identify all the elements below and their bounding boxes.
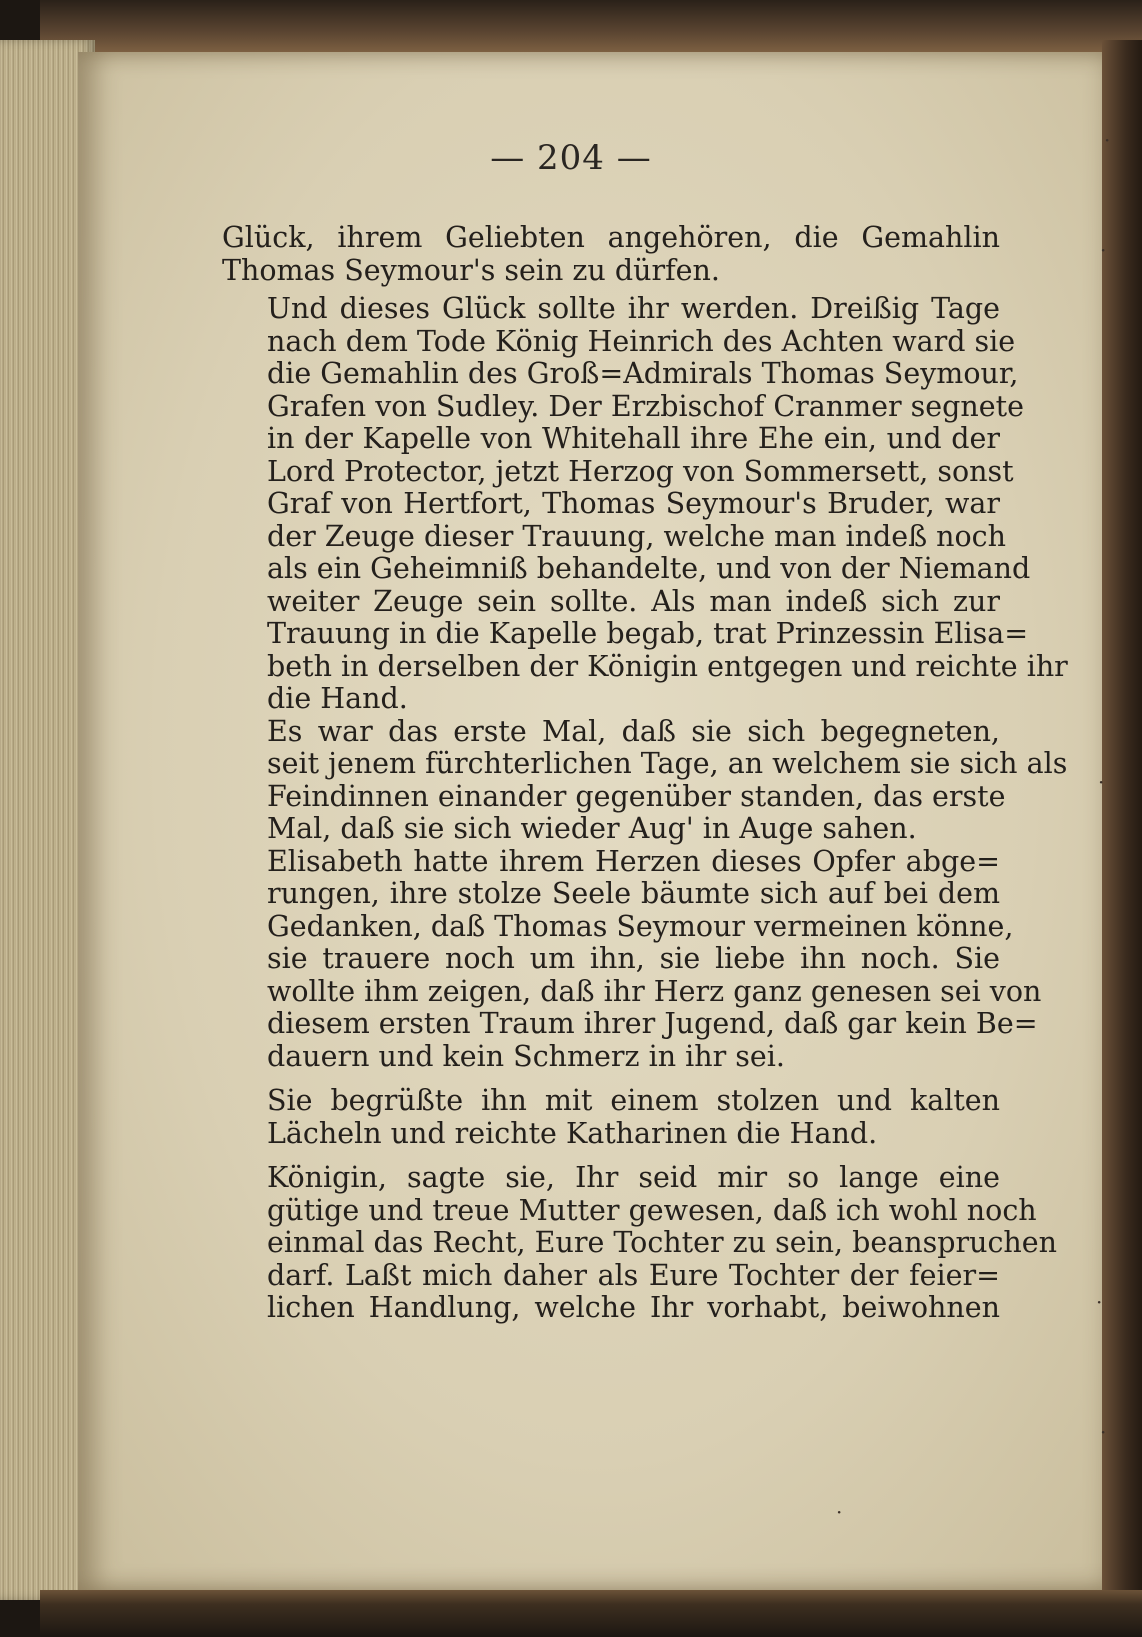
body-text [222, 221, 1068, 1325]
paragraph [222, 292, 1068, 716]
text-line: Elisabeth hatte ihrem Herzen dieses Opfer abge= [267, 844, 1000, 878]
paper-speck: · [1104, 128, 1111, 152]
paper-speck: · [1100, 238, 1107, 262]
paragraph [222, 222, 1000, 287]
text-line: Thomas Seymour's sein zu dürfen. [222, 253, 720, 287]
text-line: gütige und treue Mutter gewesen, daß ich wohl noch [267, 1193, 1037, 1227]
binding-bottom [40, 1590, 1142, 1637]
paragraph [222, 1161, 1057, 1325]
text-line: Gedanken, daß Thomas Seymour vermeinen könne, [267, 909, 1014, 943]
text-line: wollte ihm zeigen, daß ihr Herz ganz genesen sei von [267, 974, 1042, 1008]
text-line: Graf von Hertfort, Thomas Seymour's Bruder, war [267, 487, 1000, 520]
paper-speck: · [1096, 1290, 1103, 1314]
text-line: Königin, sagte sie, Ihr seid mir so lange eine [267, 1161, 1000, 1194]
page-number: — 204 — [490, 138, 652, 178]
text-line: Glück, ihrem Geliebten angehören, die Gemahlin [222, 221, 1000, 254]
paper-speck: · [836, 1500, 843, 1524]
text-line: nach dem Tode König Heinrich des Achten ward sie [267, 324, 1016, 358]
paragraph [222, 1085, 1000, 1150]
text-line: Und dieses Glück sollte ihr werden. Dreißig Tage [267, 292, 1000, 325]
paragraph [222, 714, 1068, 846]
text-line: Feindinnen einander gegenüber standen, das erste [267, 779, 1006, 813]
text-line: die Gemahlin des Groß=Admirals Thomas Seymour, [267, 357, 1019, 390]
binding-right [1102, 40, 1142, 1637]
text-line: rungen, ihre stolze Seele bäumte sich auf bei dem [267, 877, 1000, 910]
text-line: in der Kapelle von Whitehall ihre Ehe ein, und der [267, 422, 1000, 455]
text-line: weiter Zeuge sein sollte. Als man indeß sich zur [267, 584, 1000, 618]
text-line: darf. Laßt mich daher als Eure Tochter der feier= [267, 1258, 1000, 1292]
text-line: Mal, daß sie sich wieder Aug' in Auge sahen. [267, 812, 917, 845]
text-line: Lächeln und reichte Katharinen die Hand. [267, 1116, 878, 1150]
text-line: sie trauere noch um ihn, sie liebe ihn noch. Sie [267, 942, 1000, 975]
paper-speck: · [1100, 1420, 1107, 1444]
text-line: seit jenem fürchterlichen Tage, an welchem sie sich als [267, 747, 1068, 780]
text-line: einmal das Recht, Eure Tochter zu sein, beanspruchen [267, 1226, 1057, 1259]
text-line: Trauung in die Kapelle begab, trat Prinzessin Elisa= [267, 617, 1029, 650]
text-line: diesem ersten Traum ihrer Jugend, daß gar kein Be= [267, 1007, 1038, 1040]
binding-top [40, 0, 1142, 60]
text-line: Lord Protector, jetzt Herzog von Sommersett, sonst [267, 454, 1014, 488]
text-line: Grafen von Sudley. Der Erzbischof Cranmer segnete [267, 389, 1024, 423]
text-line: dauern und kein Schmerz in ihr sei. [267, 1039, 785, 1073]
paper-speck: · [1098, 770, 1105, 794]
text-line: beth in derselben der Königin entgegen und reichte ihr [267, 649, 1068, 683]
text-line: Sie begrüßte ihn mit einem stolzen und kalten [267, 1084, 1000, 1117]
paragraph [222, 844, 1042, 1074]
text-line: Es war das erste Mal, daß sie sich begegneten, [267, 714, 1000, 748]
text-line: die Hand. [267, 682, 408, 715]
text-line: als ein Geheimniß behandelte, und von der Niemand [267, 552, 1031, 585]
text-line: lichen Handlung, welche Ihr vorhabt, beiwohnen [267, 1291, 1000, 1324]
text-line: der Zeuge dieser Trauung, welche man indeß noch [267, 519, 1006, 553]
